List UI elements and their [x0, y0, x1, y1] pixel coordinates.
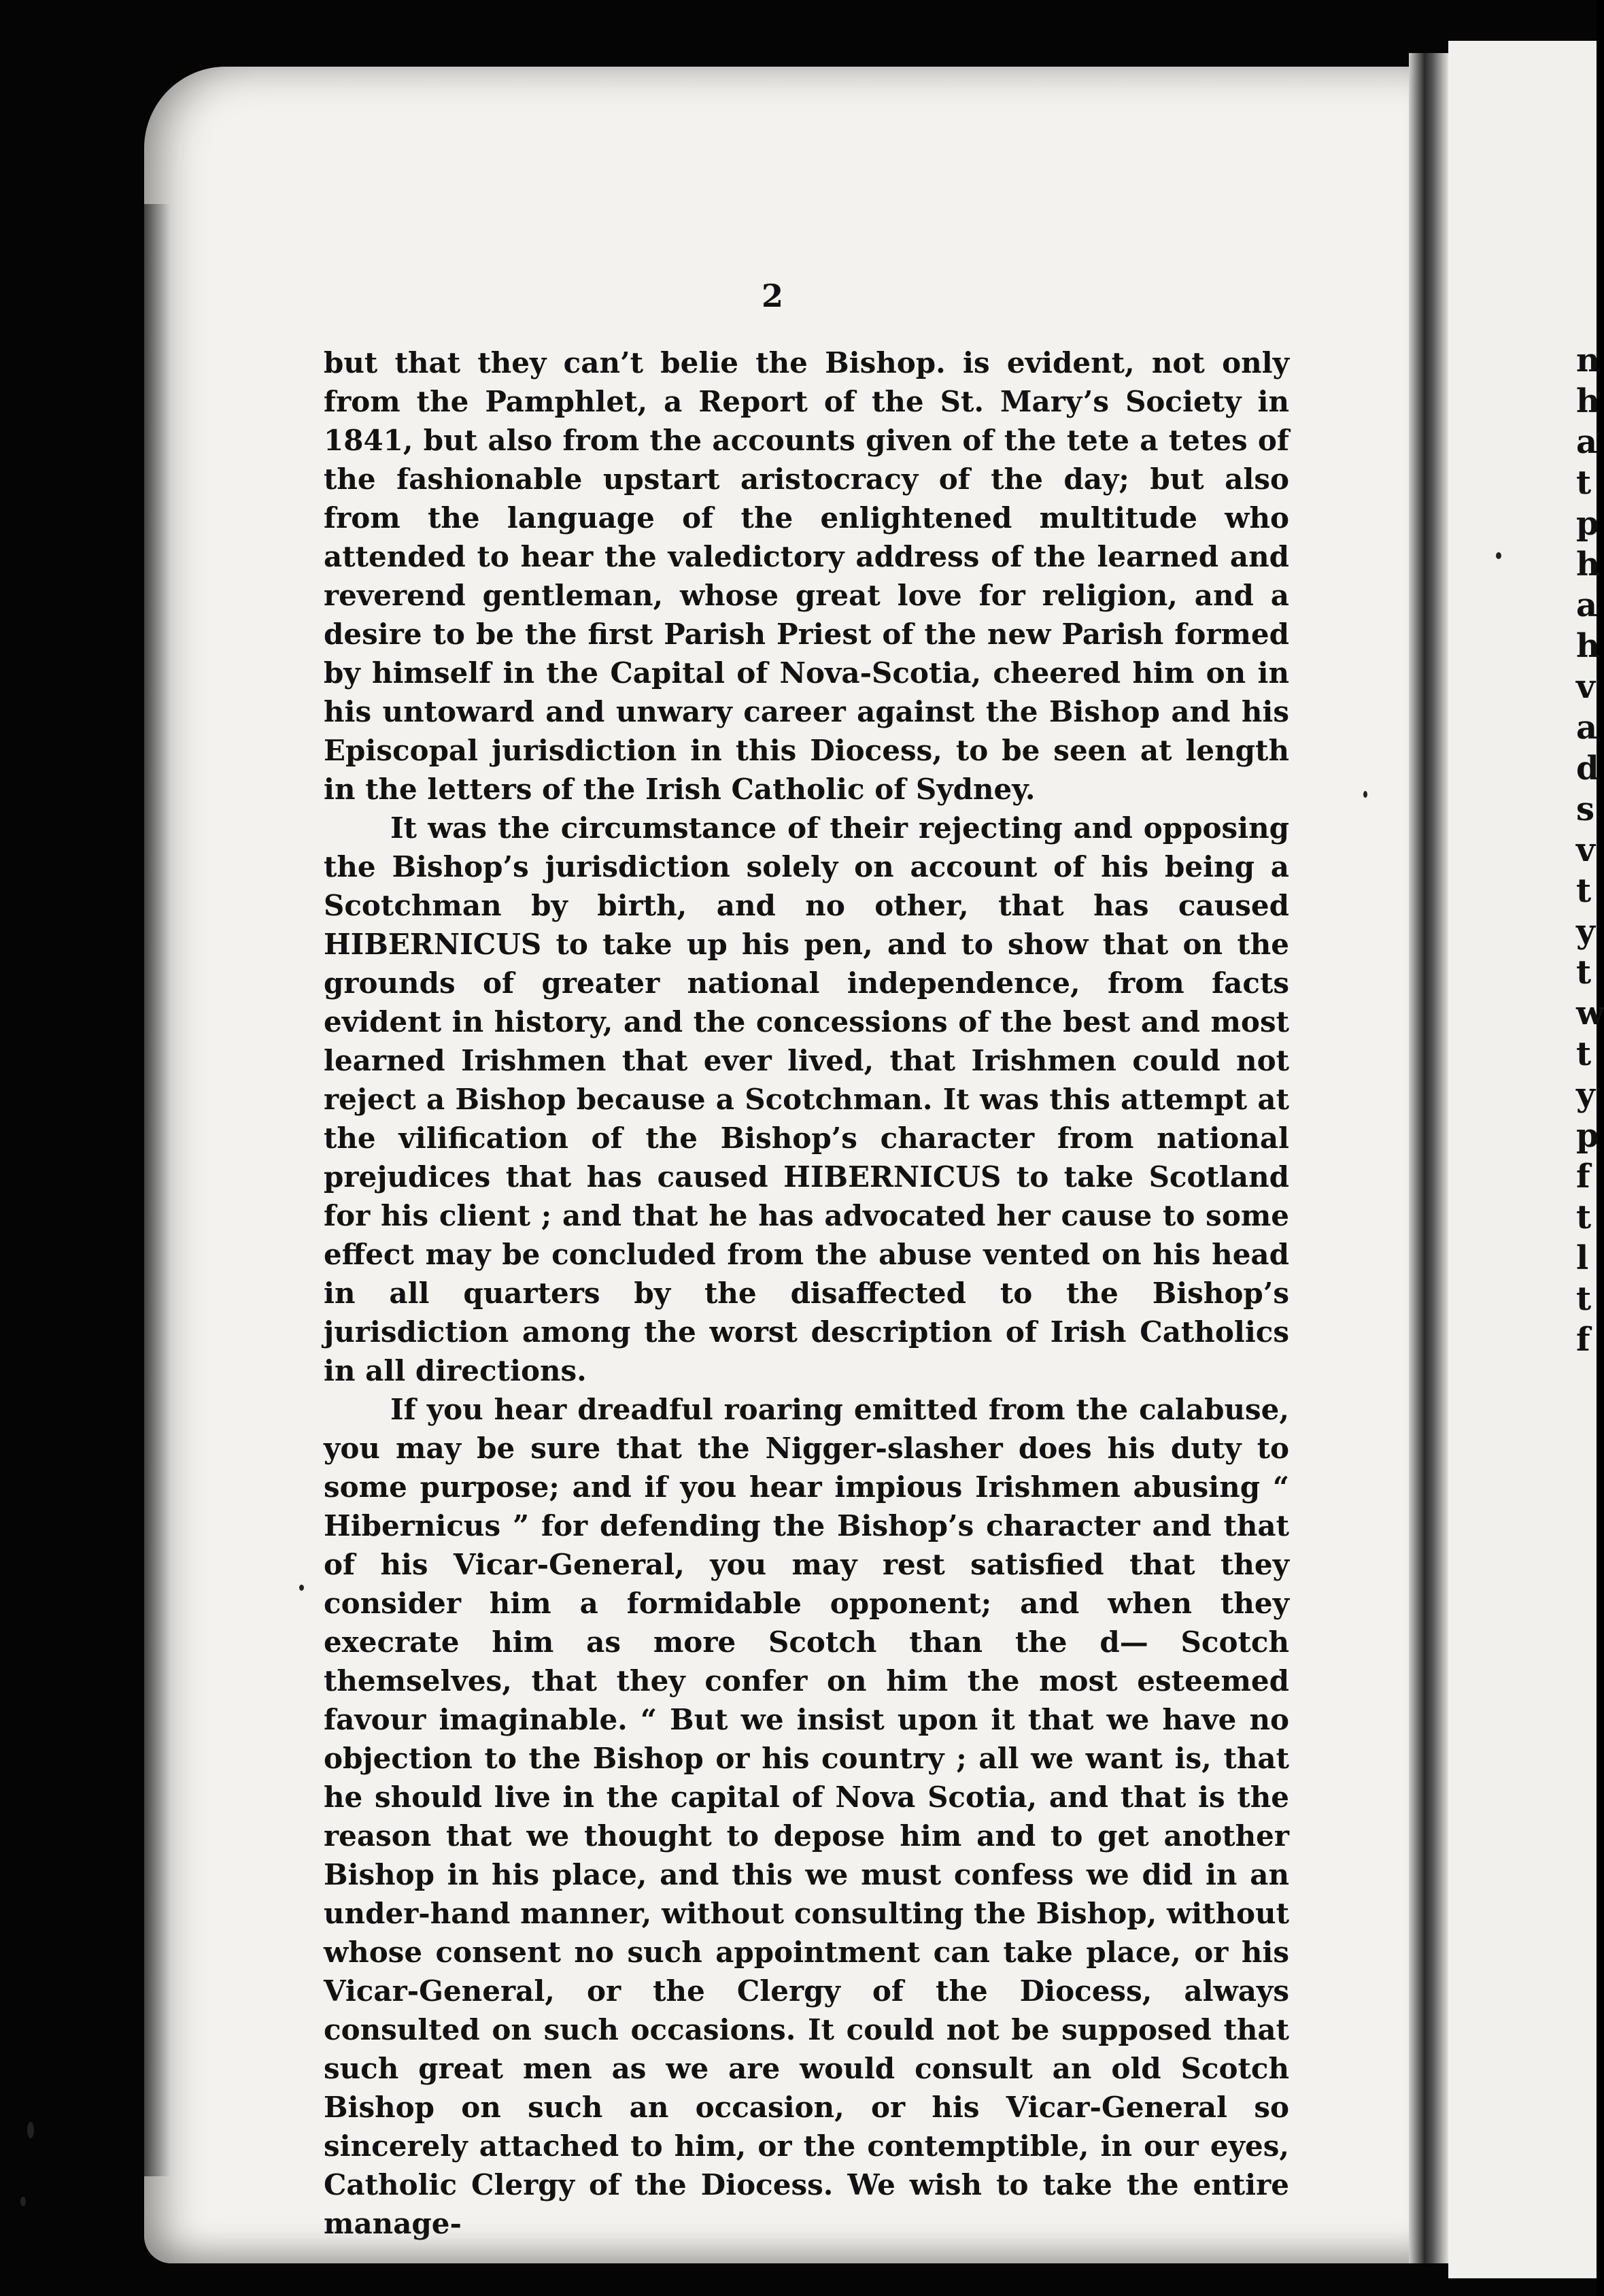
facing-page-letter: t: [1576, 1280, 1592, 1318]
facing-page-letter: a: [1576, 423, 1598, 461]
facing-page-letter: v: [1576, 668, 1595, 706]
facing-page: [1448, 41, 1604, 2278]
facing-page-letter: t: [1576, 464, 1592, 502]
facing-page-letter: t: [1576, 1035, 1592, 1073]
facing-page-letter: a: [1576, 586, 1598, 624]
facing-page-letter: w: [1576, 994, 1604, 1032]
facing-page-letter: t: [1576, 953, 1592, 992]
scan-speck: [299, 1585, 304, 1591]
facing-page-letter: t: [1576, 1198, 1592, 1236]
paragraph: but that they can’t belie the Bishop. is evident, not only from the Pamphlet, a Report of the St. Mary’s Society in 1841, but also from the accounts given of the tete a tetes of the fashionable upstart aristocracy of the day; but also from the language of the enlightened multitude who attended to hear the valedictory address of the learned and reverend gentleman, whose great love for religion, and a desire to be the first Parish Priest of the new Parish formed by himself in the Capital of Nova-Scotia, cheered him on in his untoward and unwary career against the Bishop and his Episcopal jurisdiction in this Diocess, to be seen at length in the letters of the Irish Catholic of Sydney.: [324, 346, 1289, 806]
book-gutter: [1409, 53, 1448, 2263]
facing-page-letter: f: [1576, 1321, 1590, 1359]
facing-page-letter: a: [1576, 709, 1598, 747]
facing-page-letter: y: [1576, 1076, 1595, 1114]
scan-speck: [1496, 552, 1501, 559]
paragraph: If you hear dreadful roaring emitted from the calabuse, you may be sure that the Nigger-slasher does his duty to some purpose; and if you hear impious Irishmen abusing “ Hibernicus ” for defending the Bishop’s character and that of his Vicar-General, you may rest satisfied that they consider him a formidable opponent; and when they execrate him as more Scotch than the d— Scotch themselves, that they confer on him the most esteemed favour imaginable. “ But we insist upon it that we have no objection to the Bishop or his country ; all we want is, that he should live in the capital of Nova Scotia, and that is the reason that we thought to depose him and to get another Bishop in his place, and this we must confess we did in an under-hand manner, without consulting the Bishop, without whose consent no such appointment can take place, or his Vicar-General, or the Clergy of the Diocess, always consulted on such occasions. It could not be supposed that such great men as we are would consult an old Scotch Bishop on such an occasion, or his Vicar-General so sincerely attached to him, or the contemptible, in our eyes, Catholic Clergy of the Diocess. We wish to take the entire manage-: [324, 1393, 1289, 2240]
facing-page-letter: h: [1576, 382, 1600, 420]
facing-page-letter: p: [1576, 505, 1599, 543]
facing-page-letter: v: [1576, 831, 1595, 869]
facing-page-letter: h: [1576, 627, 1600, 665]
facing-page-letter: s: [1576, 790, 1595, 828]
facing-page-letter: f: [1576, 1158, 1590, 1196]
paragraph: It was the circumstance of their rejecting and opposing the Bishop’s jurisdiction solely on account of his being a Scotchman by birth, and no other, that has caused HIBERNICUS to take up his pen, and to show that on the grounds of greater national independence, from facts evident in history, and the concessions of the best and most learned Irishmen that ever lived, that Irishmen could not reject a Bishop because a Scotchman. It was this attempt at the vilification of the Bishop’s character from national prejudices that has caused HIBERNICUS to take Scotland for his client ; and that he has advocated her cause to some effect may be concluded from the abuse vented on his head in all quarters by the disaffected to the Bishop’s jurisdiction among the worst description of Irish Catholics in all directions.: [324, 811, 1289, 1387]
body-text: [324, 343, 1289, 2243]
page-number: 2: [762, 277, 784, 314]
scan-speck: [27, 2122, 34, 2138]
facing-page-letter: t: [1576, 872, 1592, 910]
scan-speck: [20, 2197, 26, 2206]
facing-page-letter: n: [1576, 341, 1600, 379]
facing-page-letter: p: [1576, 1117, 1599, 1155]
scan-speck: [1363, 791, 1367, 798]
page-edge-shadow: [144, 204, 171, 2176]
facing-page-text: [1576, 340, 1604, 1360]
facing-page-letter: h: [1576, 545, 1600, 584]
facing-page-letter: y: [1576, 913, 1595, 951]
facing-page-letter: d: [1576, 749, 1599, 788]
facing-page-letter: l: [1576, 1239, 1589, 1277]
